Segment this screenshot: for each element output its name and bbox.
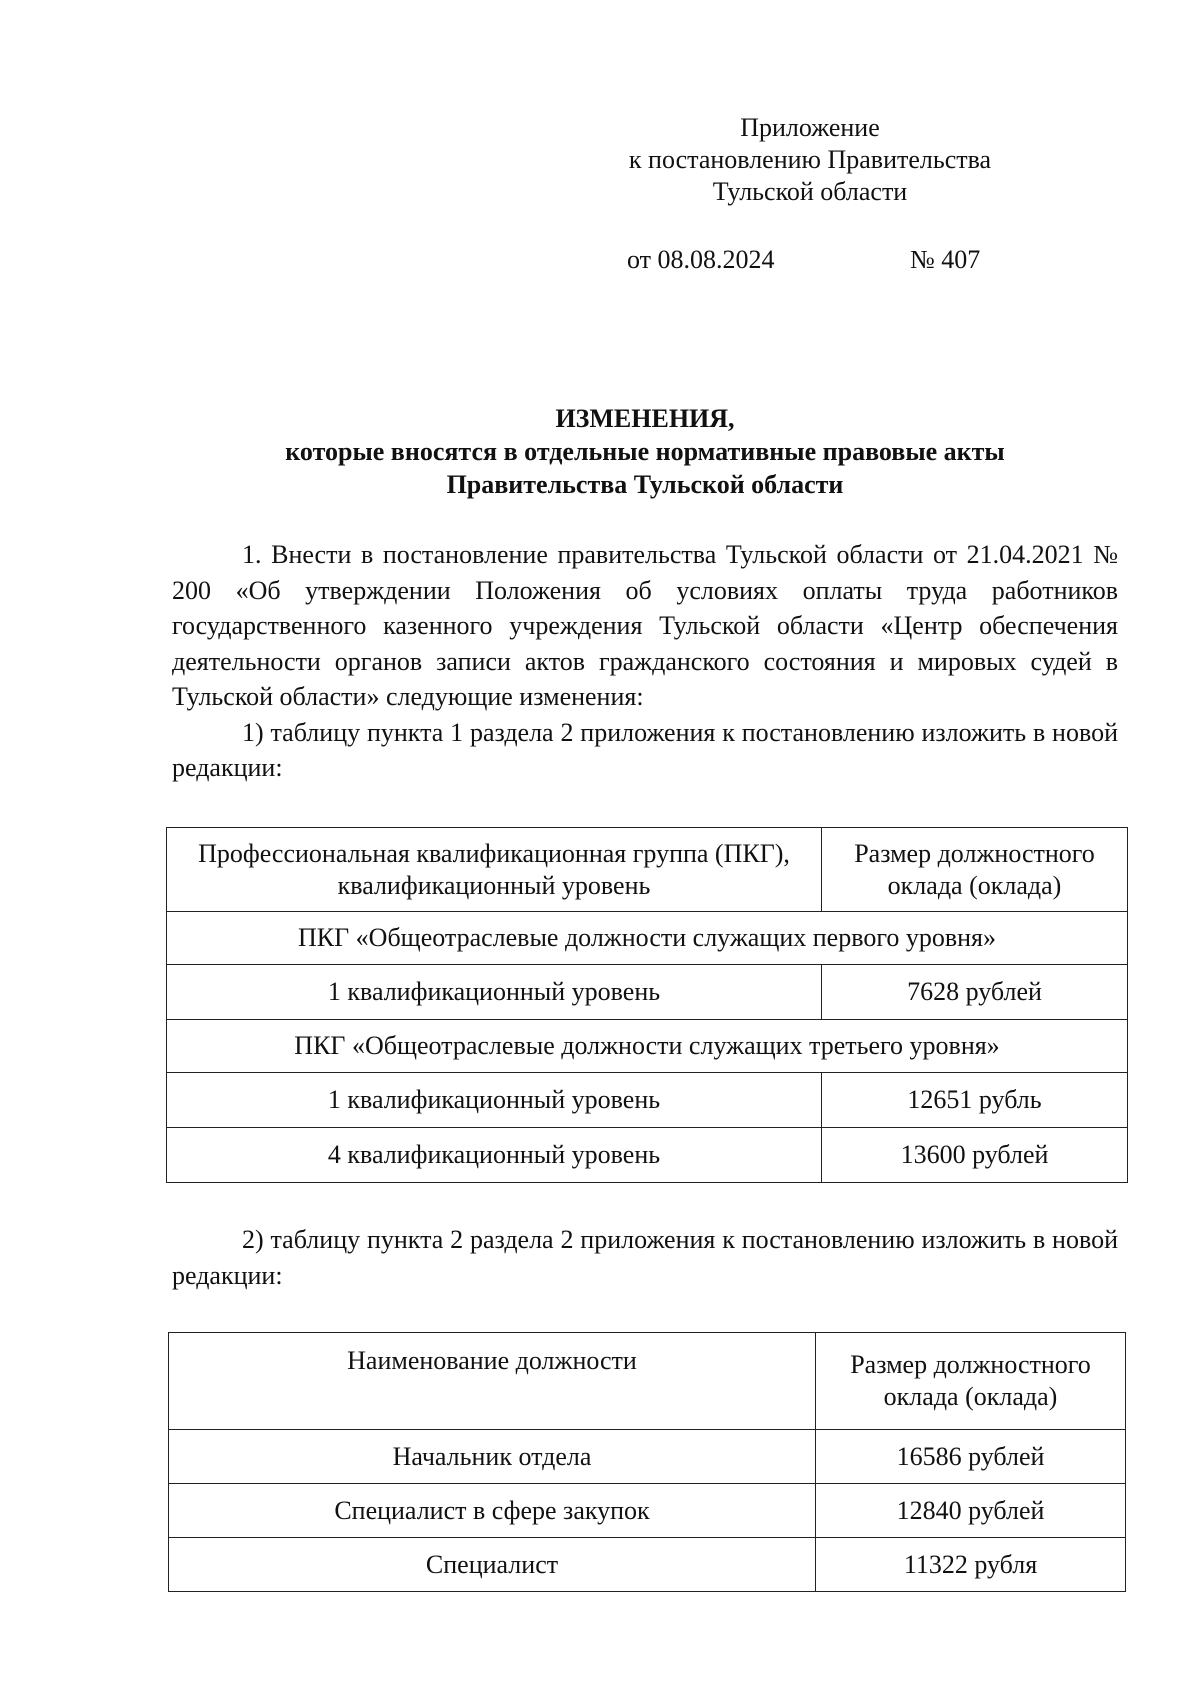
appendix-line-3: Тульской области	[712, 177, 908, 206]
document-title	[170, 402, 1120, 501]
appendix-line-1: Приложение	[740, 113, 880, 142]
salary-cell: 7628 рублей	[822, 965, 1128, 1020]
salary-cell: 13600 рублей	[822, 1128, 1128, 1183]
section-1	[172, 537, 1118, 786]
appendix-line-2: к постановлению Правительства	[628, 145, 992, 174]
table-row	[169, 1484, 1126, 1538]
paragraph-2: 2) таблицу пункта 2 раздела 2 приложения к постановлению изложить в новой редакции:	[172, 1225, 1118, 1290]
level-cell: 1 квалификационный уровень	[167, 965, 822, 1020]
salary-cell: 16586 рублей	[816, 1430, 1126, 1484]
table-row	[167, 1128, 1128, 1183]
header-cell-position: Наименование должности	[169, 1333, 816, 1430]
position-cell: Специалист	[169, 1538, 816, 1592]
salary-cell: 12840 рублей	[816, 1484, 1126, 1538]
level-cell: 1 квалификационный уровень	[167, 1073, 822, 1128]
title-line-2: которые вносятся в отдельные нормативные правовые акты	[285, 437, 1005, 466]
table-row	[169, 1430, 1126, 1484]
table-row	[167, 965, 1128, 1020]
table-header-row	[169, 1333, 1126, 1430]
table-group-row	[167, 912, 1128, 965]
table-group-row	[167, 1020, 1128, 1073]
document-date: от 08.08.2024	[627, 245, 775, 274]
position-cell: Специалист в сфере закупок	[169, 1484, 816, 1538]
section-2	[172, 1222, 1118, 1293]
table-row	[167, 1073, 1128, 1128]
header-cell-group: Профессиональная квалификационная группа (ПКГ), квалификационный уровень	[167, 828, 822, 912]
group-title-first-level: ПКГ «Общеотраслевые должности служащих первого уровня»	[167, 912, 1128, 965]
table-row	[169, 1538, 1126, 1592]
paragraph-1: 1. Внести в постановление правительства Тульской области от 21.04.2021 № 200 «Об утверждении Положения об условиях оплаты труда работников государственного казенного учреждения Тульской области «Центр обеспечения деятельности органов записи актов гражданского состояния и мировых судей в Тульской области» следующие изменения:	[172, 540, 1118, 711]
salary-cell: 11322 рубля	[816, 1538, 1126, 1592]
group-title-third-level: ПКГ «Общеотраслевые должности служащих третьего уровня»	[167, 1020, 1128, 1073]
level-cell: 4 квалификационный уровень	[167, 1128, 822, 1183]
table-header-row	[167, 828, 1128, 912]
document-dateline	[627, 244, 1027, 276]
table-pkg-salaries	[166, 827, 1128, 1183]
table-position-salaries	[168, 1332, 1126, 1592]
title-line-3: Правительства Тульской области	[446, 470, 844, 499]
title-line-1: ИЗМЕНЕНИЯ,	[555, 404, 735, 433]
document-number: № 407	[910, 245, 981, 274]
header-cell-salary: Размер должностного оклада (оклада)	[816, 1333, 1126, 1430]
salary-cell: 12651 рубль	[822, 1073, 1128, 1128]
position-cell: Начальник отдела	[169, 1430, 816, 1484]
appendix-header	[580, 112, 1040, 208]
paragraph-1-subitem: 1) таблицу пункта 1 раздела 2 приложения к постановлению изложить в новой редакции:	[172, 717, 1118, 782]
header-cell-salary: Размер должностного оклада (оклада)	[822, 828, 1128, 912]
